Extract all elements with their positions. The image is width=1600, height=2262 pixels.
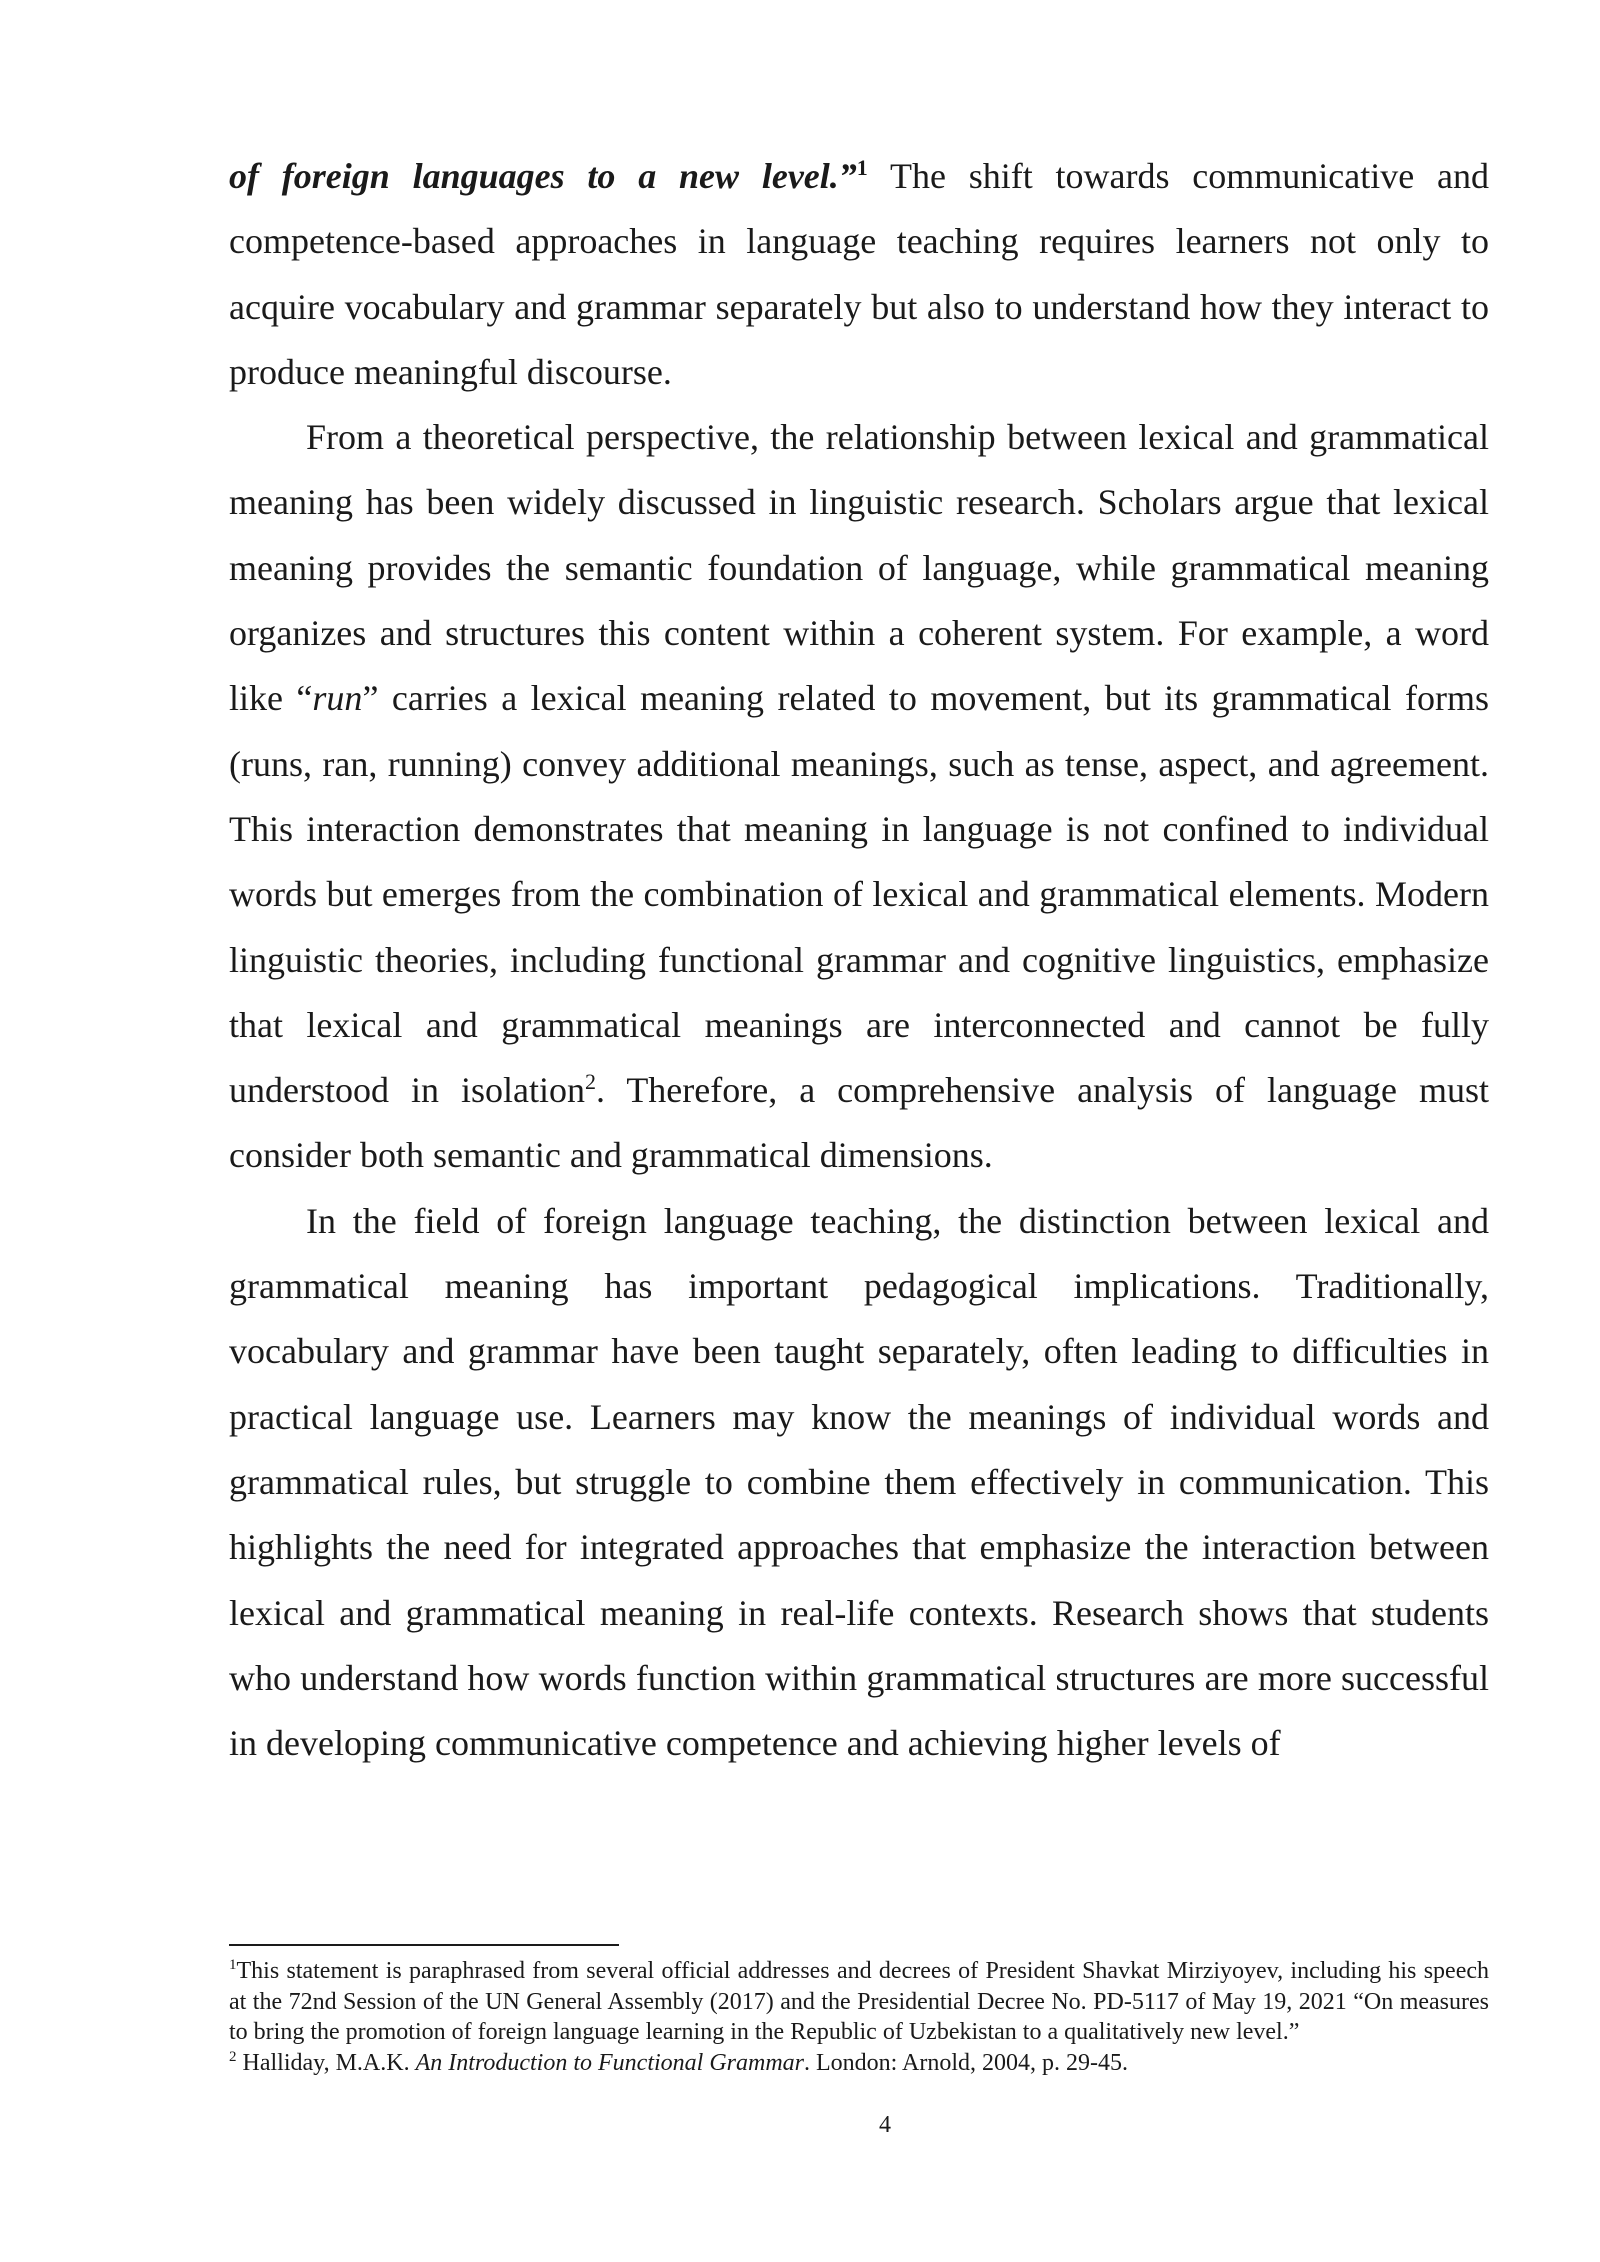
paragraph-2-text-b: ” carries a lexical meaning related to movement, but its grammatical forms (runs, ran, running) convey additional meanings, such as tense, aspect, and agreement. This interaction demonstrates that meaning in language is not confined to individual words but emerges from the combination of lexical and grammatical elements. Modern linguistic theories, including functional grammar and cognitive linguistics, emphasize that lexical and grammatical meanings are interconnected and cannot be fully understood in isolation — [229, 678, 1489, 1111]
footnote-2-text-a: Halliday, M.A.K. — [236, 2049, 416, 2076]
footnote-2-book-title: An Introduction to Functional Grammar — [415, 2049, 805, 2076]
paragraph-1-text: The shift towards communicative and competence-based approaches in language teaching requires learners not only to acquire vocabulary and grammar separately but also to understand how they interact to produce meaningful discourse. — [229, 156, 1490, 392]
footnote-2-text-b: . London: Arnold, 2004, p. 29-45. — [804, 2049, 1129, 2076]
footnotes — [229, 1956, 1489, 2078]
main-body-text — [229, 144, 1489, 1776]
footnote-1-text: This statement is paraphrased from several official addresses and decrees of President Shavkat Mirziyoyev, including his speech at the 72nd Session of the UN General Assembly (2017) and the Presidential Decree No. PD-5117 of May 19, 2021 “On measures to bring the promotion of foreign language learning in the Republic of Uzbekistan to a qualitatively new level.” — [229, 1958, 1489, 2045]
page-number: 4 — [879, 2112, 891, 2138]
footnote-2 — [229, 2048, 1489, 2079]
paragraph-1 — [229, 144, 1489, 405]
footnote-2-marker: 2 — [229, 2048, 237, 2065]
paragraph-3 — [229, 1189, 1489, 1777]
footnote-ref-2[interactable]: 2 — [584, 1069, 596, 1095]
paragraph-3-text: In the field of foreign language teaching, the distinction between lexical and grammatical meaning has important pedagogical implications. Traditionally, vocabulary and grammar have been taught separately, often leading to difficulties in practical language use. Learners may know the meanings of individual words and grammatical rules, but struggle to combine them effectively in communication. This highlights the need for integrated approaches that emphasize the interaction between lexical and grammatical meaning in real-life contexts. Research shows that students who understand how words function within grammatical structures are more successful in developing communicative competence and achieving higher levels of — [229, 1200, 1489, 1764]
decree-quote-ending: of foreign languages to a new level.” — [229, 156, 857, 196]
paragraph-2-text-c: . Therefore, a comprehensive analysis of language must consider both semantic and grammatical dimensions. — [229, 1070, 1489, 1176]
footnote-ref-1[interactable]: 1 — [856, 155, 868, 180]
paragraph-2 — [229, 405, 1489, 1189]
footnote-1 — [229, 1956, 1489, 2048]
footnote-1-marker: 1 — [229, 1957, 237, 1973]
paragraph-2-text-a: From a theoretical perspective, the relationship between lexical and grammatical meaning has been widely discussed in linguistic research. Scholars argue that lexical meaning provides the semantic foundation of language, while grammatical meaning organizes and structures this content within a coherent system. For example, a word like “ — [229, 417, 1489, 719]
footnote-separator — [229, 1944, 619, 1946]
italic-word-run: run — [312, 678, 363, 719]
